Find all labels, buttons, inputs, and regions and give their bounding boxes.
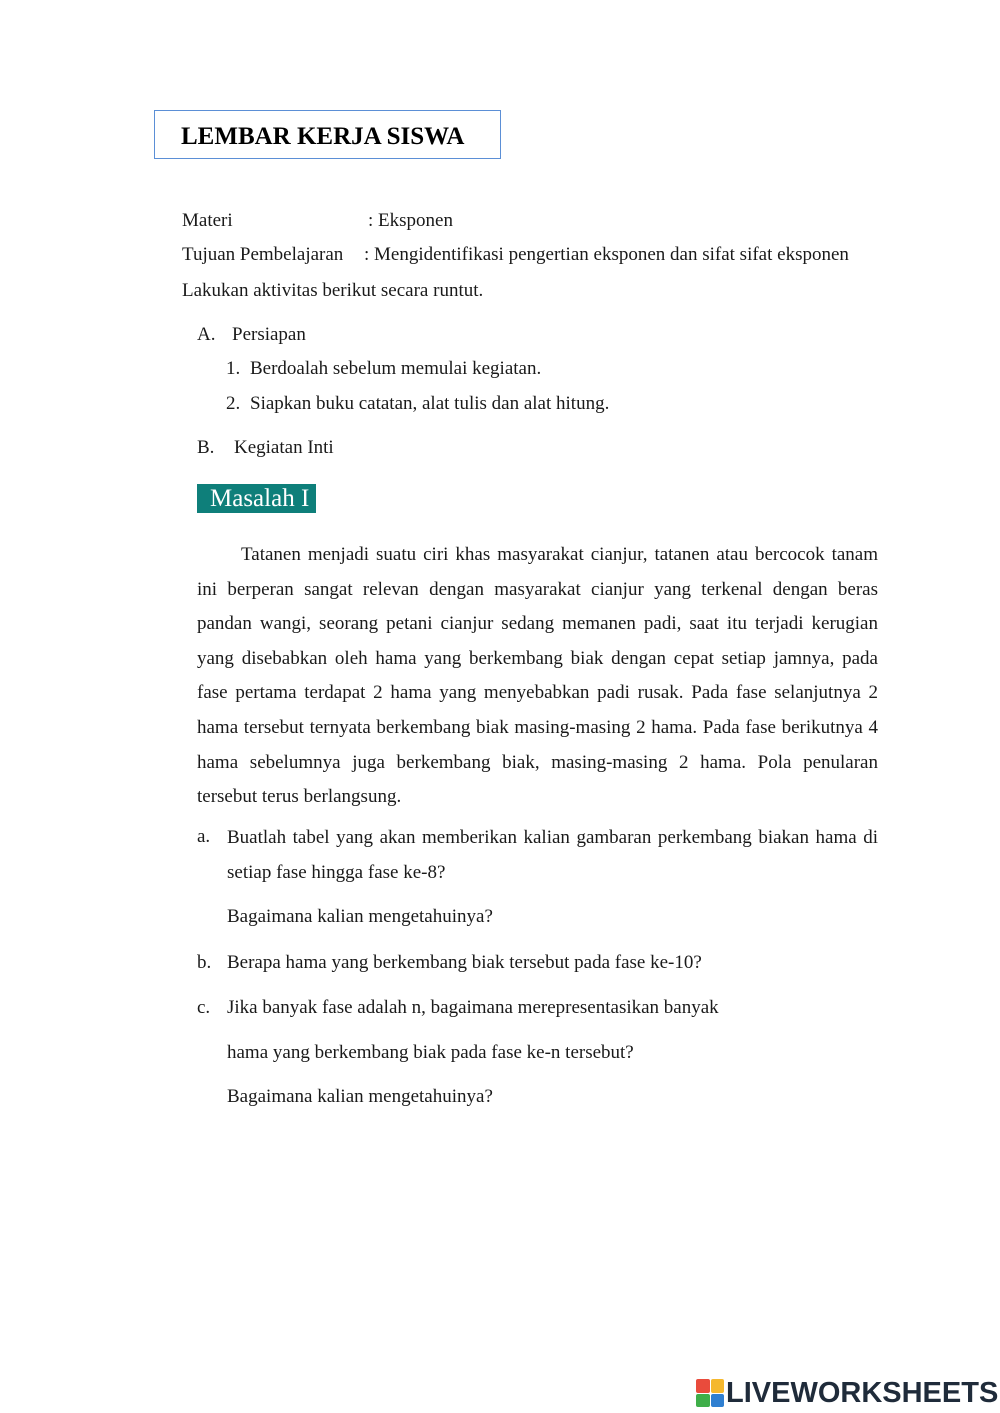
question-c-label: c. (197, 997, 211, 1018)
problem-paragraph: Tatanen menjadi suatu ciri khas masyarakat cianjur, tatanen atau bercocok tanam ini berperan sangat relevan dengan masyarakat cianjur yang terkenal dengan beras pandan wangi, seorang petani cianjur sedang memanen padi, saat itu terjadi kerugian yang disebabkan oleh hama yang berkembang biak dengan cepat setiap jamnya, pada fase pertama terdapat 2 hama yang menyebabkan padi rusak. Pada fase selanjutnya 2 hama tersebut ternyata berkembang biak masing-masing 2 hama. Pada fase berikutnya 4 hama sebelumnya juga berkembang biak, masing-masing 2 hama. Pola penularan tersebut terus berlangsung. (197, 544, 878, 808)
brand-name: LIVEWORKSHEETS (726, 1376, 999, 1409)
list-item: Berdoalah sebelum memulai kegiatan. (250, 358, 542, 379)
title-box (154, 110, 501, 159)
masalah-heading: Masalah I (197, 484, 316, 513)
question-b-label: b. (197, 952, 212, 973)
section-a-marker: A. (197, 324, 216, 345)
question-a-followup: Bagaimana kalian mengetahuinya? (227, 906, 493, 927)
question-c-followup: Bagaimana kalian mengetahuinya? (227, 1086, 493, 1107)
question-c-text-continued: hama yang berkembang biak pada fase ke-n tersebut? (227, 1042, 634, 1063)
materi-label: Materi (182, 210, 233, 231)
materi-value: : Eksponen (368, 210, 453, 231)
instruction-text: Lakukan aktivitas berikut secara runtut. (182, 280, 484, 301)
list-item: Siapkan buku catatan, alat tulis dan alat hitung. (250, 393, 610, 414)
question-c-text: Jika banyak fase adalah n, bagaimana merepresentasikan banyak (227, 997, 719, 1018)
liveworksheets-logo[interactable] (696, 1376, 998, 1410)
tujuan-label: Tujuan Pembelajaran (182, 244, 344, 265)
page-title: LEMBAR KERJA SISWA (181, 123, 465, 150)
section-b-marker: B. (197, 437, 215, 458)
question-b-text: Berapa hama yang berkembang biak tersebut pada fase ke-10? (227, 952, 702, 973)
list-item-number: 2. (226, 393, 241, 414)
section-a-title: Persiapan (232, 324, 306, 345)
question-a-label: a. (197, 826, 211, 847)
tujuan-value: : Mengidentifikasi pengertian eksponen dan sifat sifat eksponen (364, 244, 849, 265)
list-item-number: 1. (226, 358, 241, 379)
section-b-title: Kegiatan Inti (234, 437, 334, 458)
liveworksheets-logo-icon (696, 1379, 724, 1407)
question-a-text: Buatlah tabel yang akan memberikan kalian gambaran perkembang biakan hama di setiap fase hingga fase ke-8? (227, 827, 878, 883)
